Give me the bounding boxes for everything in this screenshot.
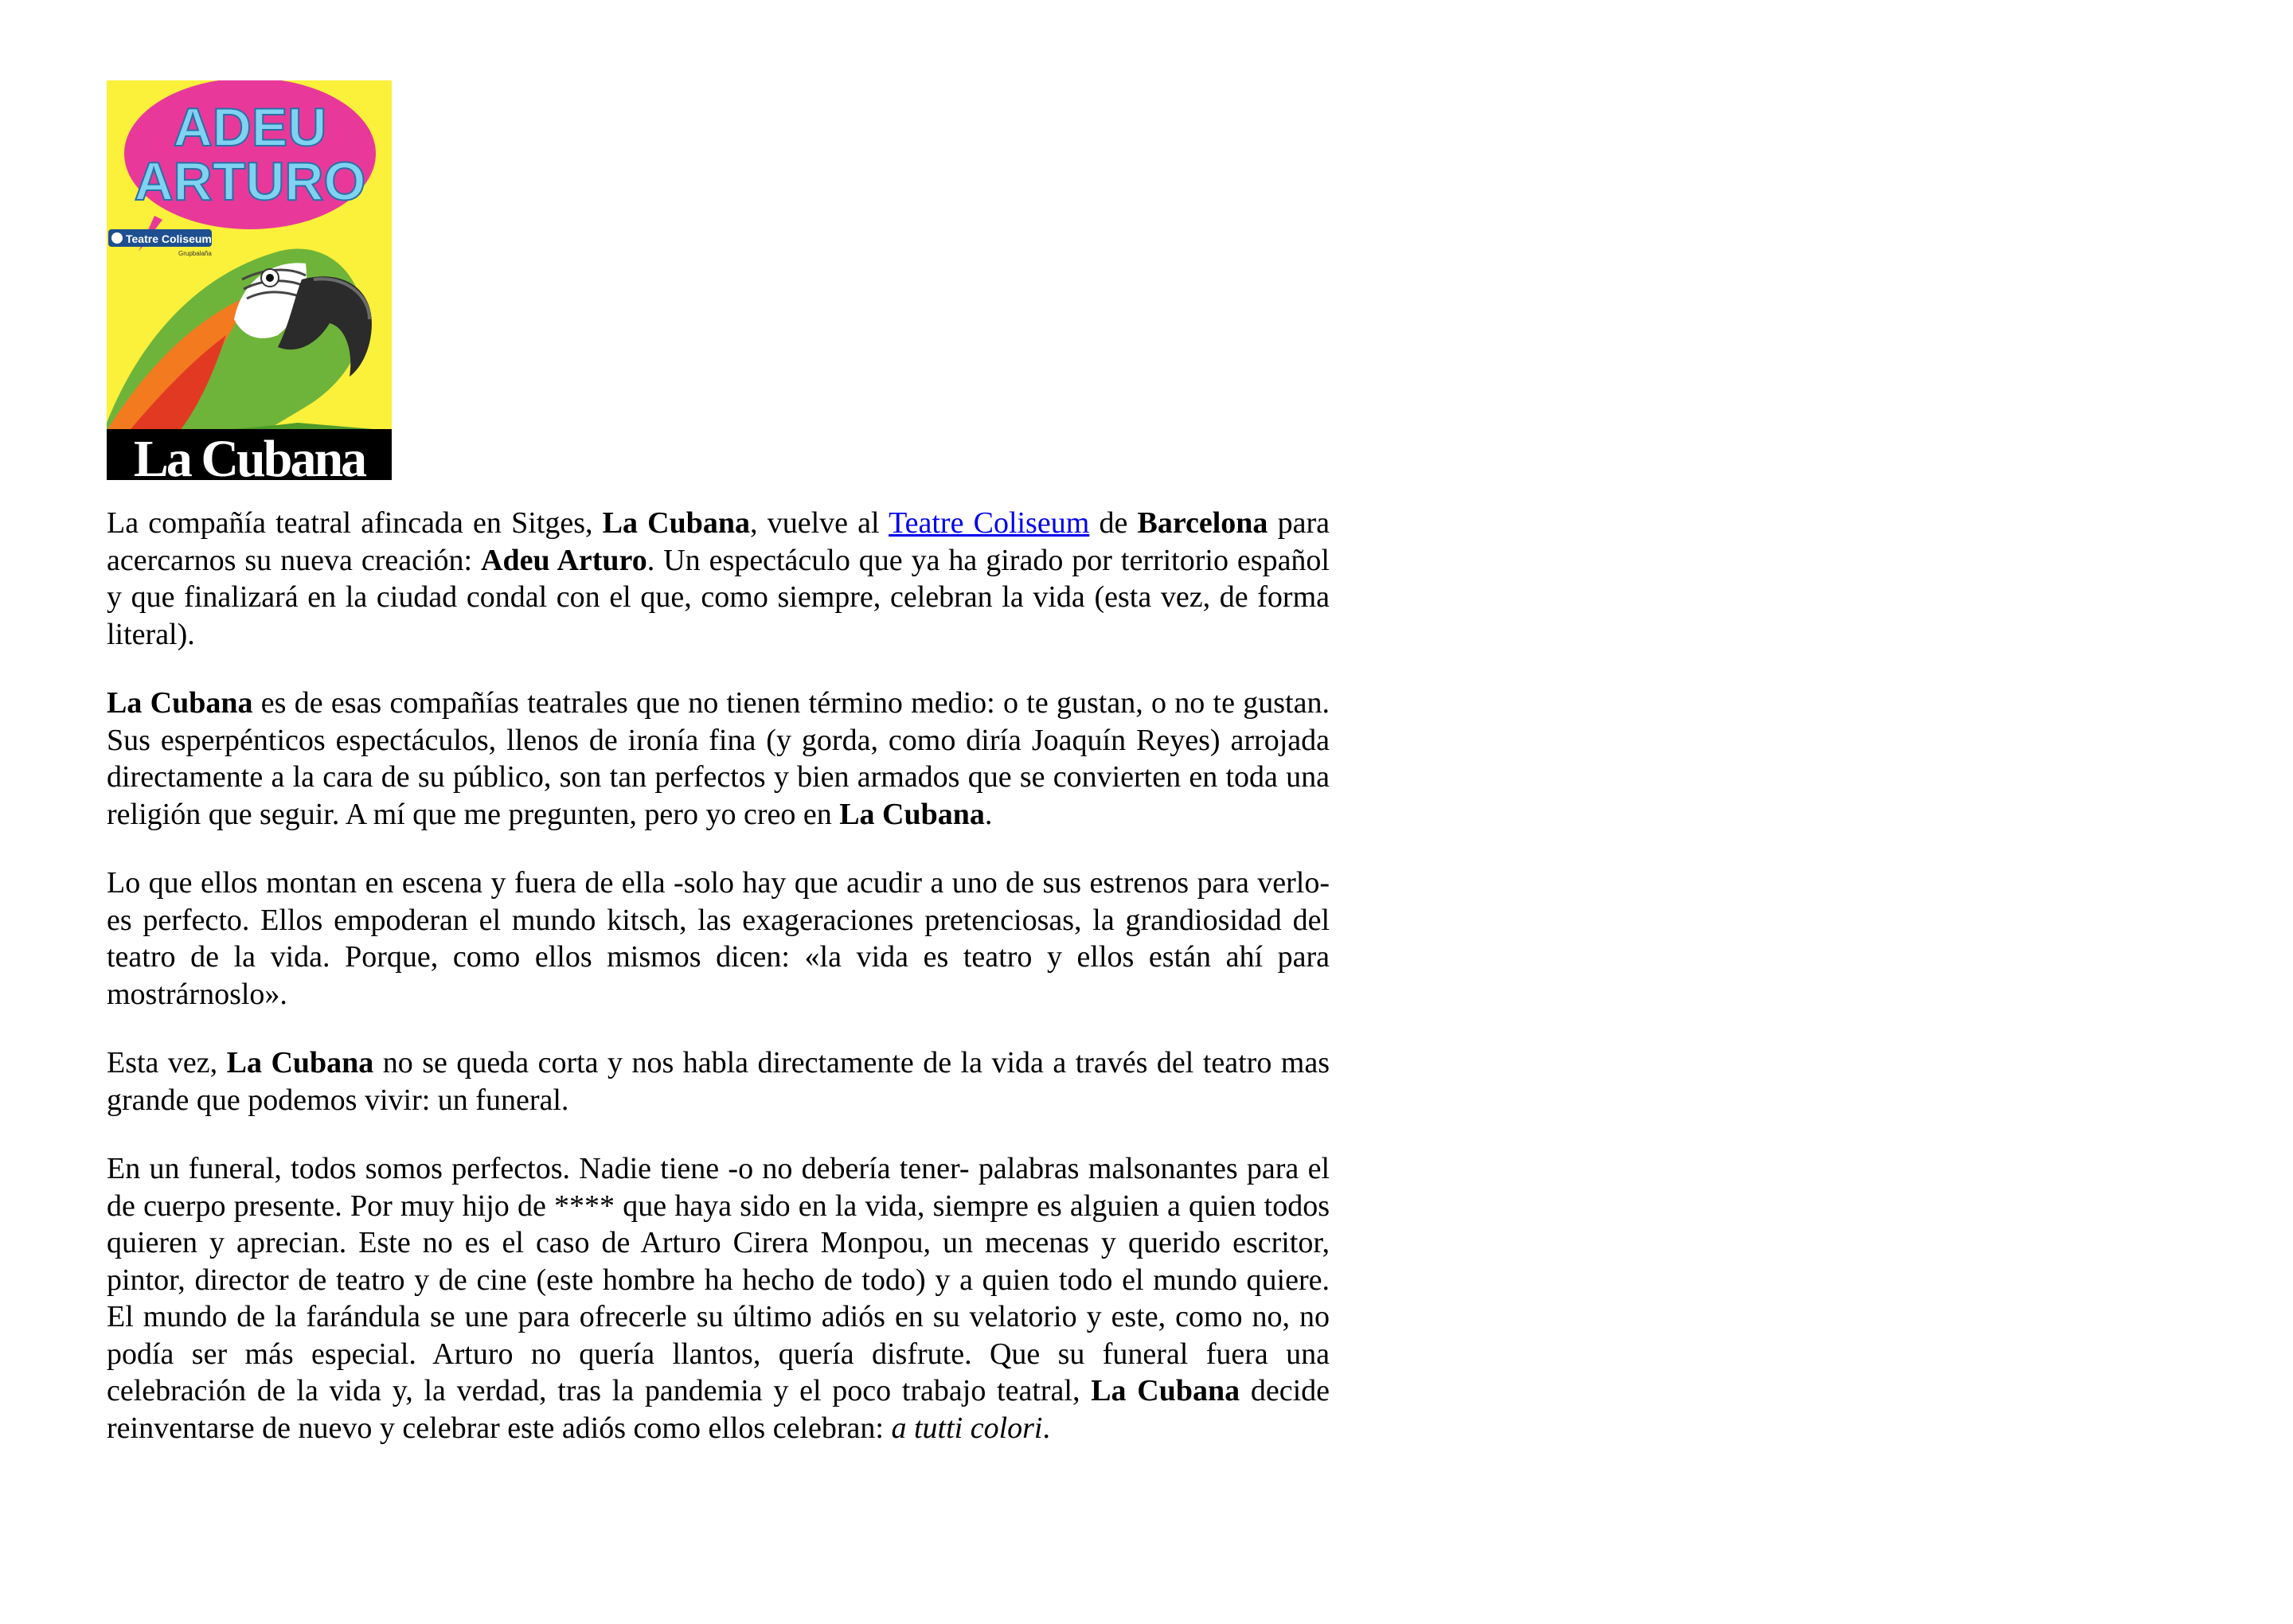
- company-name-bold: La Cubana: [107, 686, 253, 720]
- article-paragraph-4: [107, 1044, 1330, 1118]
- text-segment: .: [984, 797, 993, 831]
- company-name-bold: La Cubana: [226, 1046, 374, 1079]
- venue-badge-icon: [111, 232, 123, 244]
- teatre-coliseum-link[interactable]: Teatre Coliseum: [889, 506, 1090, 540]
- company-name-bold: La Cubana: [839, 797, 985, 831]
- text-segment: es de esas compañías teatrales que no tienen término medio: o te gustan, o no te gustan. Sus esperpénticos espectáculos, llenos de ironía fina (y gorda, como diría Joaquín Reyes) arrojada directamente a la cara de su público, son tan perfectos y bien armados que se convierten en toda una religión que seguir. A mí que me pregunten, pero yo creo en: [107, 686, 1330, 831]
- article-body: [107, 505, 1330, 1478]
- text-segment: no se queda corta y nos habla directamente de la vida a través del teatro mas grande que podemos vivir: un funeral.: [107, 1046, 1330, 1117]
- venue-badge-sub: Grupbalaña: [178, 250, 212, 257]
- article-paragraph-1: [107, 505, 1330, 653]
- text-segment: En un funeral, todos somos perfectos. Nadie tiene -o no debería tener- palabras malsonantes para el de cuerpo presente. Por muy hijo de **** que haya sido en la vida, siempre es alguien a quien todos quieren y aprecian. Este no es el caso de Arturo Cirera Monpou, un mecenas y querido escritor, pintor, director de teatro y de cine (este hombre ha hecho de todo) y a quien todo el mundo quiere. El mundo de la farándula se une para ofrecerle su último adiós en su velatorio y este, como no, no podía ser más especial. Arturo no quería llantos, quería disfrute. Que su funeral fuera una celebración de la vida y, la verdad, tras la pandemia y el poco trabajo teatral,: [107, 1152, 1330, 1407]
- company-logo: La Cubana: [133, 430, 365, 480]
- company-name-bold: La Cubana: [602, 506, 751, 540]
- text-segment: de: [1089, 506, 1138, 540]
- text-segment: , vuelve al: [750, 506, 889, 540]
- poster-title-line1: ADEU: [173, 97, 327, 158]
- italic-phrase: a tutti colori: [891, 1411, 1043, 1445]
- article-paragraph-5: [107, 1150, 1330, 1446]
- city-name-bold: Barcelona: [1137, 506, 1268, 540]
- poster-title-line2: ARTURO: [134, 151, 366, 212]
- company-name-bold: La Cubana: [1091, 1374, 1240, 1407]
- poster-artwork: [107, 80, 392, 480]
- text-segment: La compañía teatral afincada en Sitges,: [107, 506, 603, 540]
- text-segment: . Un espectáculo que ya ha girado por territorio español y que finalizará en la ciudad condal con el que, como siempre, celebran la vida (esta vez, de forma literal).: [107, 543, 1330, 651]
- text-segment: Lo que ellos montan en escena y fuera de ella -solo hay que acudir a uno de sus estrenos para verlo- es perfecto. Ellos empoderan el mundo kitsch, las exageraciones pretenciosas, la grandiosidad del teatro de la vida. Porque, como ellos mismos dicen: «la vida es teatro y ellos están ahí para mostrárnoslo».: [107, 866, 1330, 1011]
- show-poster-image: [107, 80, 392, 480]
- article-paragraph-2: [107, 685, 1330, 833]
- article-paragraph-3: [107, 865, 1330, 1013]
- text-segment: .: [1042, 1411, 1050, 1445]
- venue-badge-label: Teatre Coliseum: [126, 232, 212, 245]
- text-segment: para acercarnos su nueva creación:: [107, 506, 1330, 577]
- text-segment: decide reinventarse de nuevo y celebrar este adiós como ellos celebran:: [107, 1374, 1330, 1445]
- show-title-bold: Adeu Arturo: [481, 543, 647, 577]
- text-segment: Esta vez,: [107, 1046, 227, 1079]
